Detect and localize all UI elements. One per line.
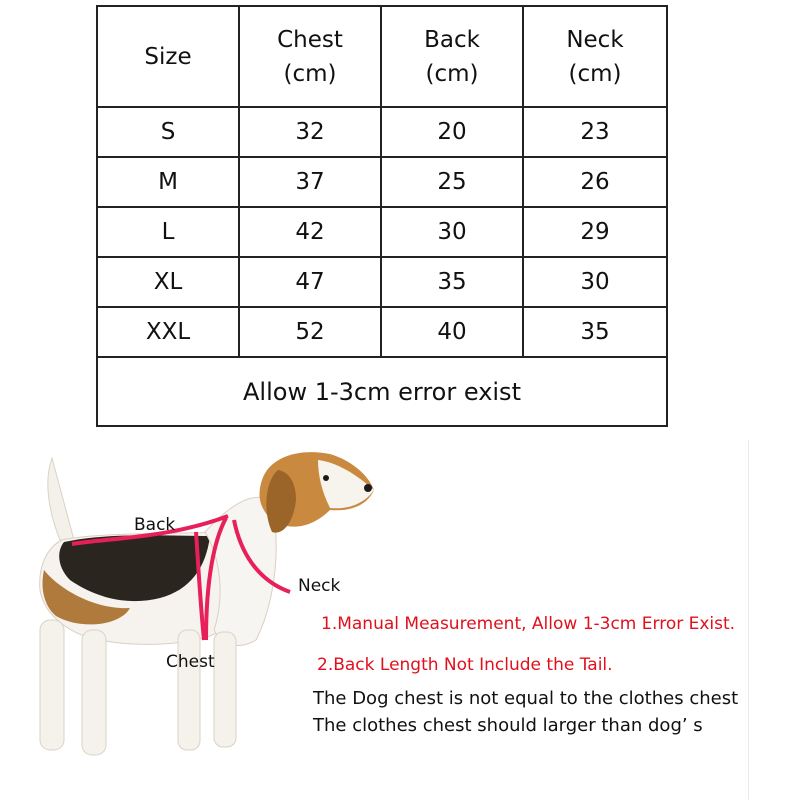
- dog-back-leg-left: [40, 620, 64, 750]
- cell-neck: 30: [523, 257, 667, 307]
- dog-tail: [48, 458, 74, 540]
- back-length-note: 2.Back Length Not Include the Tail.: [317, 655, 613, 675]
- table-row: [97, 107, 667, 157]
- cell-back: 20: [381, 107, 523, 157]
- cell-size: L: [97, 207, 239, 257]
- chest-comparison-note: The Dog chest is not equal to the clothes chest: [313, 688, 739, 709]
- dog-nose: [364, 484, 372, 492]
- cell-chest: 52: [239, 307, 381, 357]
- cell-back: 35: [381, 257, 523, 307]
- table-row: [97, 157, 667, 207]
- cell-chest: 42: [239, 207, 381, 257]
- cell-size: M: [97, 157, 239, 207]
- cell-chest: 32: [239, 107, 381, 157]
- header-back: [381, 6, 523, 107]
- cell-chest: 37: [239, 157, 381, 207]
- cell-neck: 29: [523, 207, 667, 257]
- chest-size-advice-note: The clothes chest should larger than dog’ s: [313, 715, 703, 736]
- header-neck-unit: (cm): [568, 60, 622, 87]
- header-chest-label: Chest: [277, 26, 343, 53]
- header-neck-label: Neck: [566, 26, 624, 53]
- header-back-label: Back: [424, 26, 480, 53]
- table-header-row: [97, 6, 667, 107]
- cell-neck: 23: [523, 107, 667, 157]
- divider: [748, 440, 749, 800]
- table-row: [97, 257, 667, 307]
- neck-label: Neck: [298, 576, 341, 596]
- table-row: [97, 307, 667, 357]
- header-size-label: Size: [144, 43, 192, 70]
- cell-size: XL: [97, 257, 239, 307]
- cell-size: XXL: [97, 307, 239, 357]
- back-label: Back: [134, 515, 176, 535]
- dog-back-leg-right: [82, 630, 106, 755]
- header-back-unit: (cm): [425, 60, 479, 87]
- cell-neck: 26: [523, 157, 667, 207]
- cell-back: 30: [381, 207, 523, 257]
- header-neck: [523, 6, 667, 107]
- dog-eye: [323, 475, 329, 481]
- header-size: [97, 6, 239, 107]
- cell-back: 25: [381, 157, 523, 207]
- error-tolerance-note: Allow 1-3cm error exist: [97, 357, 667, 426]
- chest-label: Chest: [166, 652, 215, 672]
- measurement-note: 1.Manual Measurement, Allow 1-3cm Error Exist.: [321, 614, 736, 634]
- size-chart-table: [96, 5, 668, 427]
- header-chest-unit: (cm): [283, 60, 337, 87]
- cell-neck: 35: [523, 307, 667, 357]
- dog-front-leg-right: [214, 632, 236, 747]
- cell-size: S: [97, 107, 239, 157]
- cell-back: 40: [381, 307, 523, 357]
- table-footer-row: [97, 357, 667, 426]
- header-chest: [239, 6, 381, 107]
- table-row: [97, 207, 667, 257]
- dog-front-leg-left: [178, 630, 200, 750]
- cell-chest: 47: [239, 257, 381, 307]
